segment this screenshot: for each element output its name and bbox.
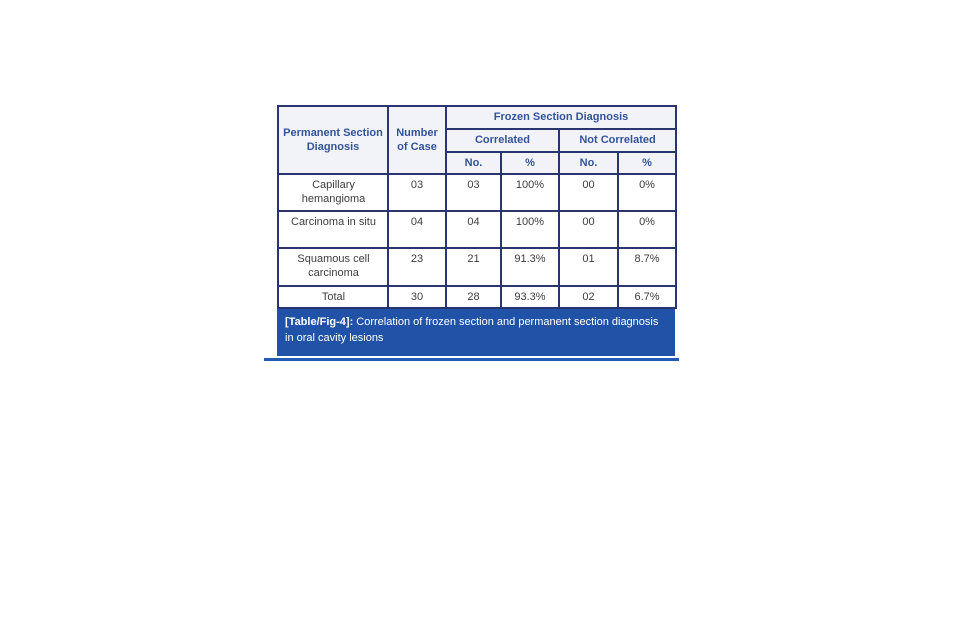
table-row	[278, 211, 676, 248]
header-permanent-section-diagnosis: Permanent Section Diagnosis	[278, 106, 388, 174]
header-not-correlated-no: No.	[559, 152, 618, 174]
cell-correlated-no: 04	[446, 211, 501, 248]
cell-number-of-case: 04	[388, 211, 446, 248]
figure-caption-text: Correlation of frozen section and permanent section diagnosis in oral cavity lesions	[285, 316, 659, 344]
table-figure	[277, 105, 675, 361]
table-row	[278, 248, 676, 286]
cell-not-correlated-no: 00	[559, 211, 618, 248]
cell-diagnosis: Capillary hemangioma	[278, 174, 388, 211]
header-correlated: Correlated	[446, 129, 559, 152]
header-not-correlated: Not Correlated	[559, 129, 676, 152]
header-frozen-section-diagnosis: Frozen Section Diagnosis	[446, 106, 676, 129]
cell-number-of-case: 30	[388, 286, 446, 308]
cell-diagnosis: Carcinoma in situ	[278, 211, 388, 248]
cell-not-correlated-pct: 6.7%	[618, 286, 676, 308]
cell-number-of-case: 03	[388, 174, 446, 211]
cell-diagnosis: Squamous cell carcinoma	[278, 248, 388, 286]
bottom-rule-divider	[264, 358, 679, 361]
table-row	[278, 174, 676, 211]
cell-not-correlated-no: 00	[559, 174, 618, 211]
cell-diagnosis: Total	[278, 286, 388, 308]
header-not-correlated-pct: %	[618, 152, 676, 174]
header-row-1	[278, 106, 676, 129]
figure-caption	[277, 309, 675, 356]
cell-not-correlated-pct: 8.7%	[618, 248, 676, 286]
header-number-of-case: Number of Case	[388, 106, 446, 174]
table-row-total	[278, 286, 676, 308]
cell-correlated-no: 21	[446, 248, 501, 286]
header-correlated-no: No.	[446, 152, 501, 174]
cell-correlated-pct: 91.3%	[501, 248, 559, 286]
cell-correlated-no: 03	[446, 174, 501, 211]
cell-correlated-no: 28	[446, 286, 501, 308]
cell-correlated-pct: 93.3%	[501, 286, 559, 308]
figure-caption-label: [Table/Fig-4]:	[285, 316, 354, 328]
cell-number-of-case: 23	[388, 248, 446, 286]
cell-not-correlated-pct: 0%	[618, 211, 676, 248]
cell-correlated-pct: 100%	[501, 211, 559, 248]
cell-not-correlated-pct: 0%	[618, 174, 676, 211]
correlation-table	[277, 105, 677, 309]
header-correlated-pct: %	[501, 152, 559, 174]
cell-not-correlated-no: 01	[559, 248, 618, 286]
cell-not-correlated-no: 02	[559, 286, 618, 308]
cell-correlated-pct: 100%	[501, 174, 559, 211]
